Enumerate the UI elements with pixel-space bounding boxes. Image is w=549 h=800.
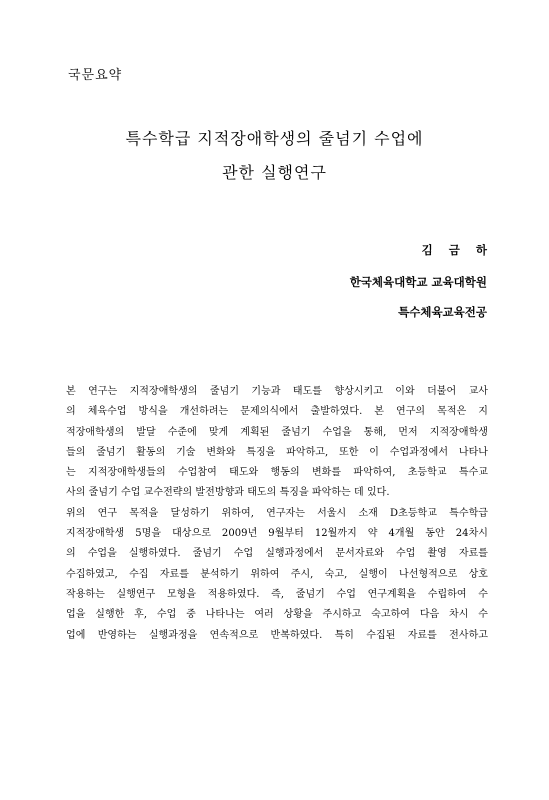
abstract-line: 들의 줄넘기 활동의 기술 변화와 특징을 파악하고, 또한 이 수업과정에서 나타나 <box>66 446 488 458</box>
abstract-body <box>66 382 488 646</box>
author-name: 김 금 하 <box>421 243 493 257</box>
section-label: 국문요약 <box>68 68 123 83</box>
abstract-line: 작용하는 실행연구 모형을 적용하였다. 즉, 줄넘기 수업 연구계획을 수립하여 수 <box>66 588 488 600</box>
abstract-line: 위의 연구 목적을 달성하기 위하여, 연구자는 서울시 소재 D초등학교 특수학급 <box>66 507 488 519</box>
abstract-line: 의 체육수업 방식을 개선하려는 문제의식에서 출발하였다. 본 연구의 목적은 지 <box>66 406 488 418</box>
abstract-line: 본 연구는 지적장애학생의 줄넘기 기능과 태도를 향상시키고 이와 더불어 교사 <box>66 386 488 397</box>
paper-title-line-2: 관한 실행연구 <box>222 163 327 182</box>
abstract-line: 업에 반영하는 실행과정을 연속적으로 반복하였다. 특히 수집된 자료를 전사하고 <box>66 629 488 641</box>
abstract-line: 사의 줄넘기 수업 교수전략의 발전방향과 태도의 특징을 파악하는 데 있다. <box>66 487 390 499</box>
abstract-line: 의 수업을 실행하였다. 줄넘기 수업 실행과정에서 문서자료와 수업 촬영 자료를 <box>66 548 488 560</box>
paper-title-line-1: 특수학급 지적장애학생의 줄넘기 수업에 <box>125 129 424 148</box>
abstract-line: 업을 실행한 후, 수업 중 나타나는 여러 상황을 주시하고 숙고하여 다음 차시 수 <box>66 609 488 621</box>
author-major: 특수체육교육전공 <box>398 305 487 319</box>
abstract-line: 수집하였고, 수집 자료를 분석하기 위하여 주시, 숙고, 실행이 나선형적으로 상호 <box>66 568 488 580</box>
author-affiliation: 한국체육대학교 교육대학원 <box>349 275 487 289</box>
abstract-line: 는 지적장애학생들의 수업참여 태도와 행동의 변화를 파악하여, 초등학교 특수교 <box>66 467 488 479</box>
abstract-line: 지적장애학생 5명을 대상으로 2009년 9월부터 12월까지 약 4개월 동안 24차시 <box>66 528 488 540</box>
abstract-line: 적장애학생의 발달 수준에 맞게 계획된 줄넘기 수업을 통해, 먼저 지적장애학생 <box>66 426 488 438</box>
